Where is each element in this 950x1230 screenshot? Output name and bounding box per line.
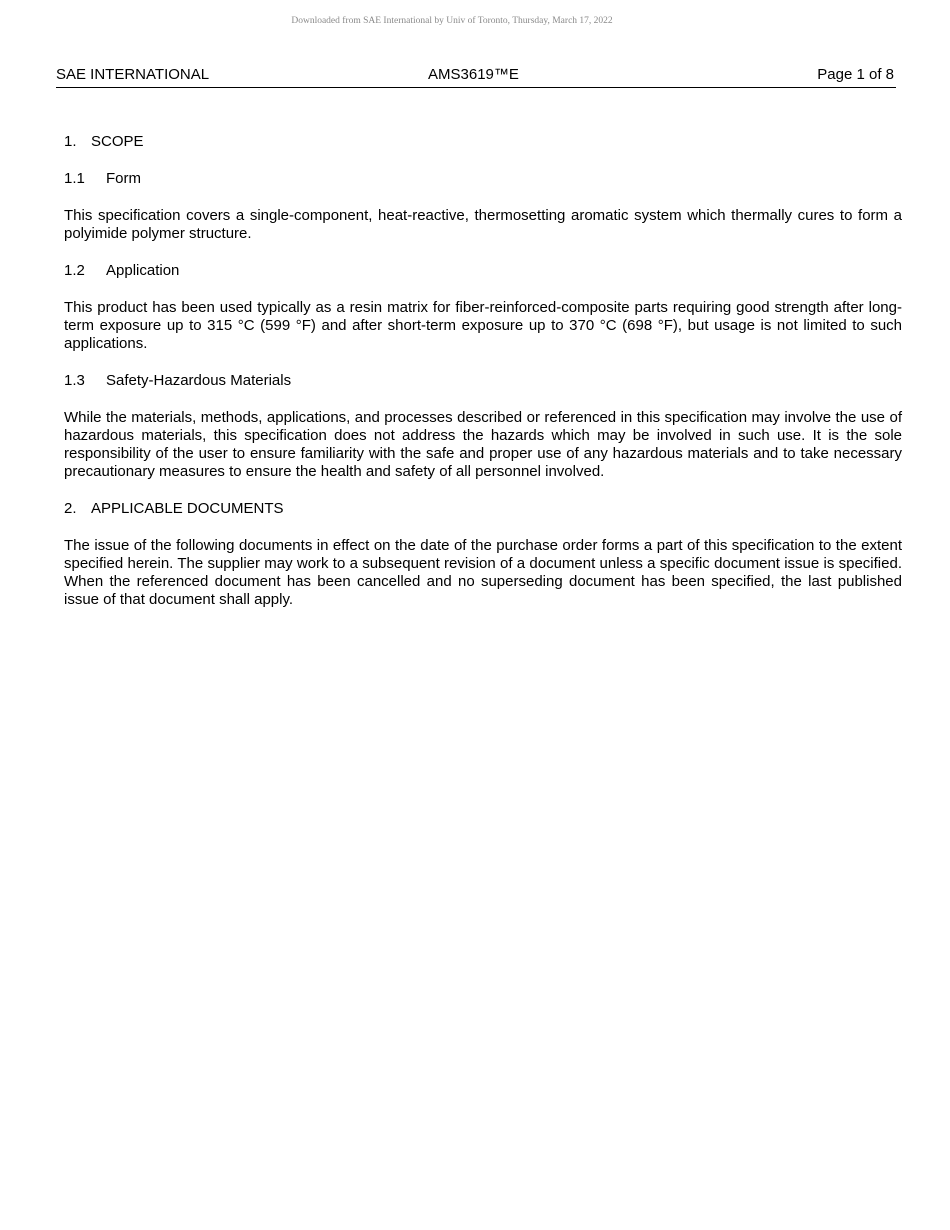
section-heading-scope xyxy=(64,133,902,151)
section-number: 1. xyxy=(64,133,77,150)
section-title: SCOPE xyxy=(91,133,144,150)
section-number: 1.2 xyxy=(64,262,85,279)
paragraph-safety: While the materials, methods, applications, and processes described or referenced in this specification may involve the use of hazardous materials, this specification does not address the hazards which may be involved in such use. It is the sole responsibility of the user to ensure familiarity with the safe and proper use of any hazardous materials and to take necessary precautionary measures to ensure the health and safety of all personnel involved. xyxy=(64,409,902,480)
paragraph-applicable-documents: The issue of the following documents in effect on the date of the purchase order forms a part of this specification to the extent specified herein. The supplier may work to a subsequent revision of a document unless a specific document issue is specified. When the referenced document has been cancelled and no superseding document has been specified, the last published issue of that document shall apply. xyxy=(64,537,902,608)
download-watermark: Downloaded from SAE International by Univ of Toronto, Thursday, March 17, 2022 xyxy=(291,16,613,26)
header-organization: SAE INTERNATIONAL xyxy=(56,66,210,83)
header-page-number: Page 1 of 8 xyxy=(817,66,894,83)
document-body xyxy=(64,133,902,609)
section-number: 2. xyxy=(64,500,77,517)
section-number: 1.1 xyxy=(64,170,85,187)
subsection-heading-application xyxy=(64,262,902,280)
section-title: APPLICABLE DOCUMENTS xyxy=(91,500,284,517)
paragraph-application: This product has been used typically as a resin matrix for fiber-reinforced-composite parts requiring good strength after long-term exposure up to 315 °C (599 °F) and after short-term exposure up to 370 °C (698 °F), but usage is not limited to such applications. xyxy=(64,299,902,352)
paragraph-form: This specification covers a single-component, heat-reactive, thermosetting aromatic system which thermally cures to form a polyimide polymer structure. xyxy=(64,207,902,242)
header-document-id: AMS3619™E xyxy=(428,66,519,83)
page-header xyxy=(56,66,896,88)
subsection-heading-form xyxy=(64,170,902,188)
section-title: Application xyxy=(106,262,180,279)
section-title: Form xyxy=(106,170,141,187)
section-number: 1.3 xyxy=(64,372,85,389)
subsection-heading-safety xyxy=(64,372,902,390)
section-heading-applicable-documents xyxy=(64,500,902,518)
section-title: Safety-Hazardous Materials xyxy=(106,372,292,389)
